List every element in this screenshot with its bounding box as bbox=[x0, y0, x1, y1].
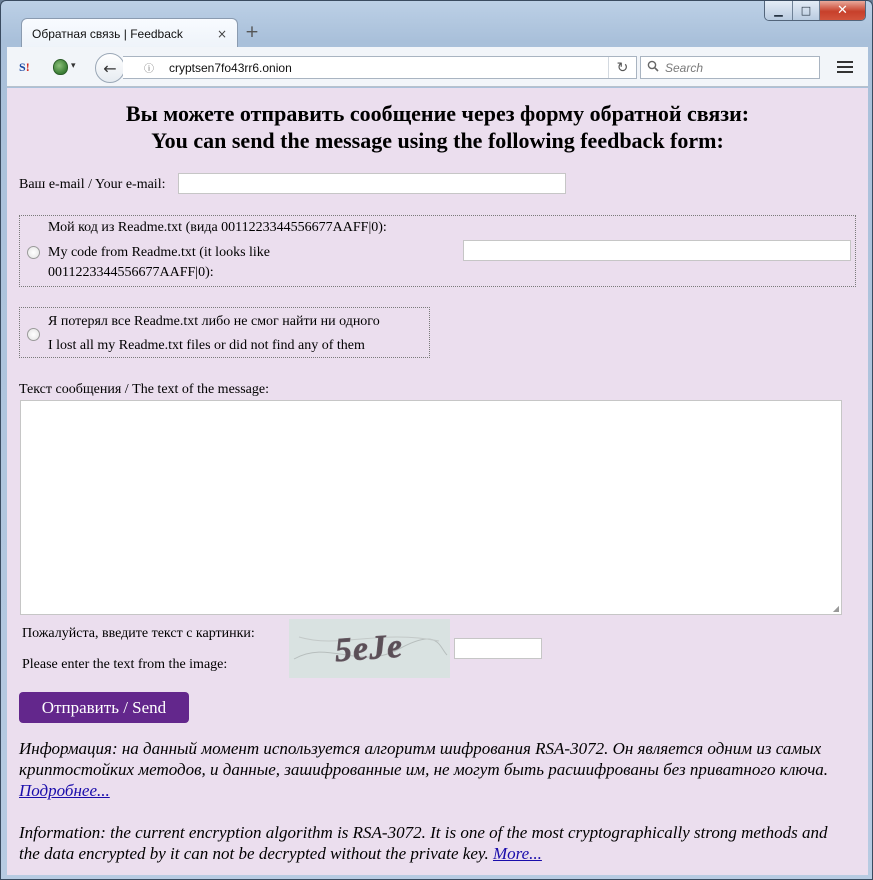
email-label: Ваш e-mail / Your e-mail: bbox=[19, 177, 166, 192]
noscript-icon[interactable] bbox=[19, 59, 37, 75]
captcha-text: 5eJe bbox=[333, 627, 405, 670]
page-content bbox=[7, 88, 868, 875]
lost-option-line2: I lost all my Readme.txt files or did not find any of them bbox=[48, 338, 365, 353]
info-en bbox=[19, 822, 839, 864]
tab-title: Обратная связь | Feedback bbox=[32, 26, 183, 41]
resize-grip-icon[interactable]: ◢ bbox=[832, 604, 839, 613]
arrow-left-icon: ← bbox=[103, 58, 117, 78]
reload-icon[interactable]: ↻ bbox=[608, 57, 636, 78]
page-title bbox=[7, 100, 868, 154]
tor-onion-icon[interactable] bbox=[53, 59, 68, 75]
page-title-ru: Вы можете отправить сообщение через форму обратной связи: bbox=[125, 101, 750, 126]
new-tab-button[interactable]: + bbox=[244, 22, 260, 42]
code-option-line1: Мой код из Readme.txt (вида 0011223344556677AAFF|0): bbox=[48, 220, 387, 235]
email-field[interactable] bbox=[178, 173, 566, 194]
code-option-line2: My code from Readme.txt (it looks like bbox=[48, 245, 271, 260]
more-link-ru[interactable]: Подробнее... bbox=[19, 781, 110, 800]
more-link-en[interactable]: More... bbox=[492, 844, 542, 863]
captcha-label-ru: Пожалуйста, введите текст с картинки: bbox=[22, 626, 255, 641]
noscript-logo-s: S bbox=[19, 60, 26, 74]
search-input[interactable] bbox=[640, 56, 820, 79]
chevron-down-icon[interactable]: ▾ bbox=[71, 61, 76, 71]
hamburger-menu-icon[interactable] bbox=[833, 57, 857, 77]
radio-my-code[interactable] bbox=[27, 246, 40, 259]
radio-lost-readme[interactable] bbox=[27, 328, 40, 341]
minimize-button[interactable]: ▁ bbox=[765, 1, 792, 20]
captcha-image bbox=[289, 619, 450, 678]
noscript-logo-bang: ! bbox=[25, 60, 30, 74]
window-controls bbox=[764, 1, 866, 21]
lost-option-line1: Я потерял все Readme.txt либо не смог найти ни одного bbox=[48, 314, 380, 329]
captcha-label-en: Please enter the text from the image: bbox=[22, 657, 228, 672]
maximize-button[interactable]: □ bbox=[792, 1, 819, 20]
send-button[interactable]: Отправить / Send bbox=[19, 692, 189, 723]
close-icon[interactable]: × bbox=[216, 26, 227, 41]
info-icon[interactable]: ⓘ bbox=[144, 64, 154, 75]
close-window-button[interactable]: ✕ bbox=[819, 1, 865, 20]
tab-feedback[interactable] bbox=[21, 18, 238, 48]
info-ru bbox=[19, 738, 839, 801]
message-label: Текст сообщения / The text of the message: bbox=[19, 382, 270, 397]
info-en-text: Information: the current encryption algorithm is RSA-3072. It is one of the most cryptographically strong methods and the data encrypted by it can not be decrypted without the private key. bbox=[19, 823, 828, 863]
code-option-line3: 0011223344556677AAFF|0): bbox=[48, 265, 214, 280]
code-input[interactable] bbox=[463, 240, 851, 261]
search-placeholder: Search bbox=[665, 60, 704, 75]
back-button[interactable] bbox=[95, 53, 125, 83]
url-bar[interactable] bbox=[123, 56, 637, 79]
page-title-en: You can send the message using the following feedback form: bbox=[151, 128, 724, 153]
nav-toolbar bbox=[7, 47, 868, 87]
message-textarea[interactable] bbox=[20, 400, 842, 615]
url-text[interactable]: cryptsen7fo43rr6.onion bbox=[169, 60, 292, 75]
captcha-input[interactable] bbox=[454, 638, 542, 659]
info-ru-text: Информация: на данный момент используется алгоритм шифрования RSA-3072. Он является одним из самых криптостойких методов, и данные, зашифрованные им, не могут быть расшифрованы без приватного ключа. bbox=[19, 739, 829, 779]
search-icon bbox=[641, 60, 665, 75]
